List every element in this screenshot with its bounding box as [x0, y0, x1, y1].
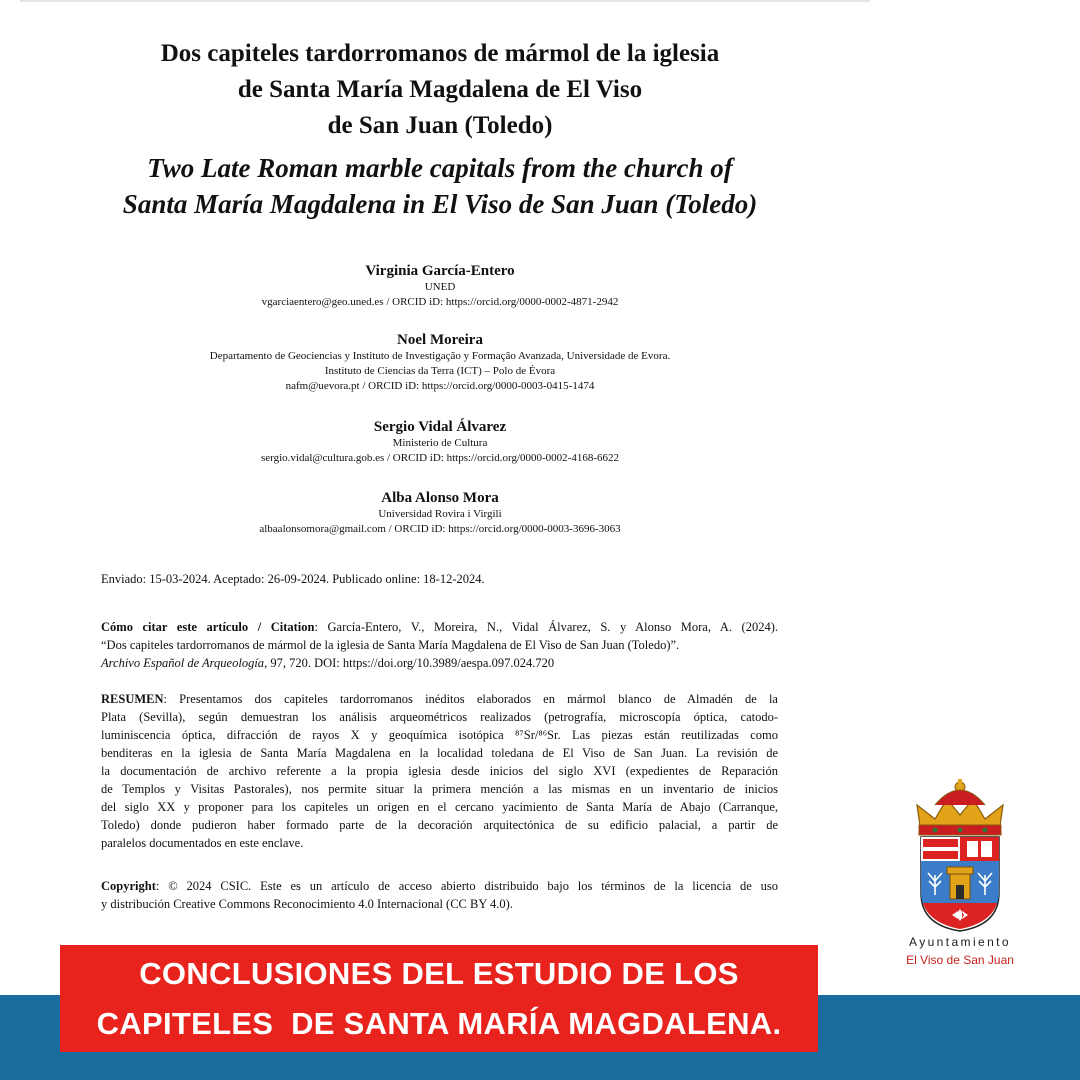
author-block — [60, 418, 820, 466]
citation-text: “Dos capiteles tardorromanos de mármol de la iglesia de Santa María Magdalena de El Viso de San Juan (Toledo)”. — [101, 638, 680, 652]
citation-text: : García-Entero, V., Moreira, N., Vidal Álvarez, S. y Alonso Mora, A. (2024). — [314, 620, 778, 634]
citation-block — [101, 618, 778, 672]
copyright-label: Copyright — [101, 879, 156, 893]
author-name: Noel Moreira — [397, 332, 483, 348]
citation-label: Cómo citar este artículo / Citation — [101, 620, 315, 634]
dates-line: Enviado: 15-03-2024. Aceptado: 26-09-2024. Publicado online: 18-12-2024. — [101, 572, 485, 586]
top-rule — [20, 0, 870, 2]
abstract-text: Plata (Sevilla), según demuestran los análisis arqueométricos realizados (petrografía, microscopía óptica, catodo- — [101, 710, 778, 724]
abstract-label: RESUMEN — [101, 692, 164, 706]
copyright-block — [101, 877, 778, 913]
citation-doi: , 97, 720. DOI: https://doi.org/10.3989/aespa.097.024.720 — [264, 656, 555, 670]
author-name: Virginia García-Entero — [365, 263, 515, 279]
abstract-block — [101, 690, 778, 852]
title-spanish — [60, 36, 820, 144]
town-coat-of-arms — [895, 775, 1025, 975]
abstract-text: Toledo) donde pudieron haber formado parte de la decoración arquitectónica de su edificio palacial, a partir de — [101, 818, 778, 832]
headline-banner — [60, 945, 818, 1052]
author-block — [60, 331, 820, 394]
title-es-line: Dos capiteles tardorromanos de mármol de la iglesia — [160, 40, 720, 67]
author-contact: nafm@uevora.pt / ORCID iD: https://orcid.org/0000-0003-0415-1474 — [285, 380, 595, 392]
author-block — [60, 262, 820, 310]
author-block — [60, 489, 820, 537]
logo-caption: Ayuntamiento — [909, 935, 1011, 949]
author-affiliation: UNED — [424, 281, 456, 293]
title-en-line: Santa María Magdalena in El Viso de San Juan (Toledo) — [122, 189, 758, 219]
citation-journal: Archivo Español de Arqueología — [101, 656, 265, 670]
banner-line: CONCLUSIONES DEL ESTUDIO DE LOS — [139, 955, 739, 991]
logo-caption-town: El Viso de San Juan — [906, 953, 1014, 967]
abstract-text: : Presentamos dos capiteles tardorromanos inéditos elaborados en mármol blanco de Almadén de la — [163, 692, 778, 706]
abstract-text: del siglo XX y proponer para los capiteles un origen en el cercano yacimiento de Santa María de Abajo (Carranque, — [101, 800, 778, 814]
abstract-text: benditeras en la iglesia de Santa María Magdalena en la localidad toledana de El Viso de San Juan. La revisión de — [101, 746, 778, 760]
title-es-line: de San Juan (Toledo) — [327, 112, 553, 139]
abstract-text: de Templos y Visitas Pastorales), nos permite situar la primera mención a las mismas en un inventario de inicios — [101, 782, 778, 796]
abstract-text: paralelos documentados en este enclave. — [101, 836, 304, 850]
title-english — [60, 150, 820, 222]
title-en-line: Two Late Roman marble capitals from the church of — [147, 153, 733, 183]
author-contact: sergio.vidal@cultura.gob.es / ORCID iD: https://orcid.org/0000-0002-4168-6622 — [260, 452, 620, 464]
copyright-text: y distribución Creative Commons Reconocimiento 4.0 Internacional (CC BY 4.0). — [101, 897, 513, 911]
author-affiliation: Departamento de Geociencias y Instituto de Investigação y Formação Avanzada, Universidade de Evora. — [209, 350, 671, 362]
coat-of-arms-icon — [895, 775, 1025, 935]
author-affiliation: Universidad Rovira i Virgili — [378, 508, 502, 520]
author-contact: vgarciaentero@geo.uned.es / ORCID iD: https://orcid.org/0000-0002-4871-2942 — [261, 296, 619, 308]
abstract-text: la documentación de archivo referente a la propia iglesia desde inicios del siglo XVI (expedientes de Reparación — [101, 764, 778, 778]
title-es-line: de Santa María Magdalena de El Viso — [237, 76, 643, 103]
author-name: Alba Alonso Mora — [381, 490, 499, 506]
banner-line: CAPITELES DE SANTA MARÍA MAGDALENA. — [96, 1005, 782, 1041]
author-affiliation: Instituto de Ciencias da Terra (ICT) – Polo de Évora — [324, 365, 556, 377]
copyright-text: : © 2024 CSIC. Este es un artículo de acceso abierto distribuido bajo los términos de la licencia de uso — [155, 879, 778, 893]
abstract-text: luminiscencia óptica, difracción de rayos X y geoquímica isotópica ⁸⁷Sr/⁸⁶Sr. Las piezas están reutilizadas como — [101, 728, 778, 742]
author-name: Sergio Vidal Álvarez — [373, 419, 507, 435]
author-contact: albaalonsomora@gmail.com / ORCID iD: https://orcid.org/0000-0003-3696-3063 — [259, 523, 621, 535]
author-affiliation: Ministerio de Cultura — [392, 437, 488, 449]
